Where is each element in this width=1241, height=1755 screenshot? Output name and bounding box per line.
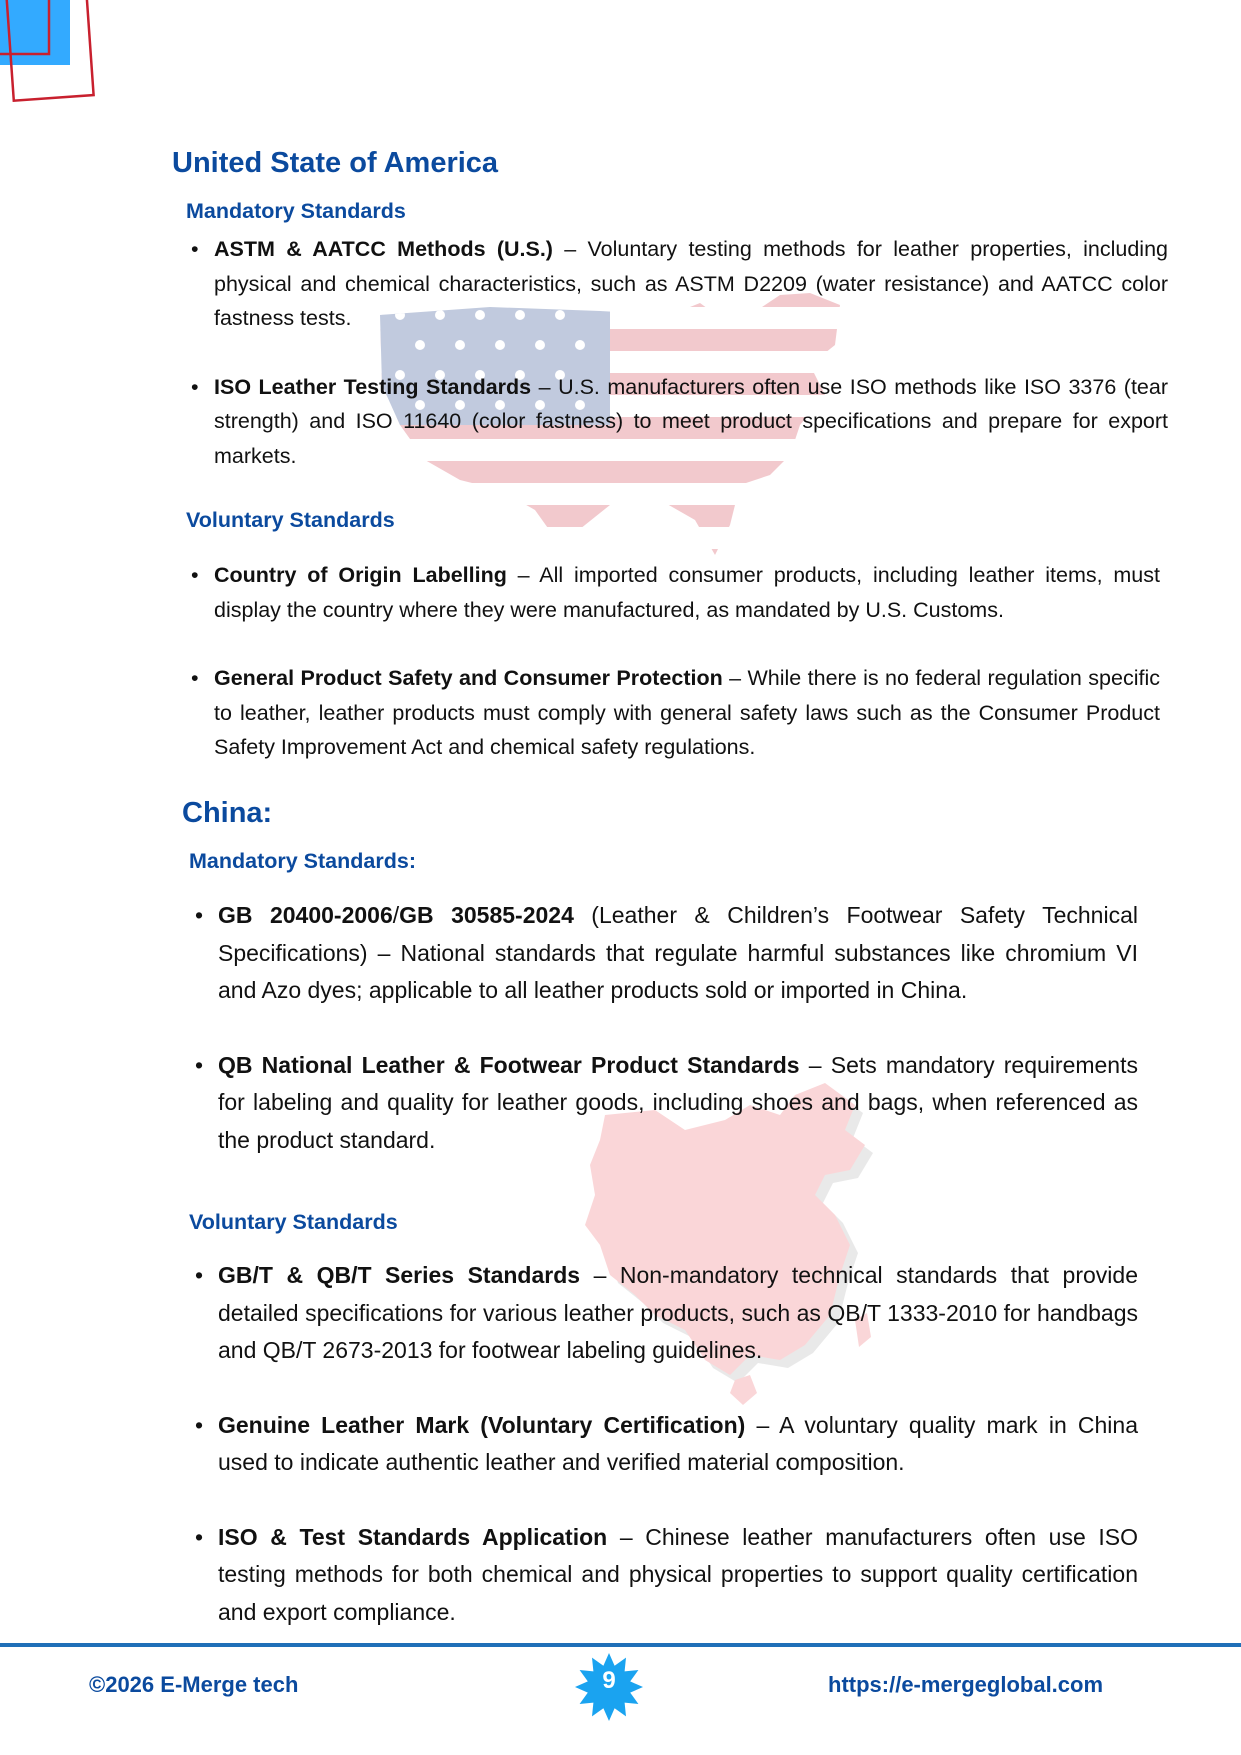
usa-voluntary-list	[188, 558, 1160, 765]
item-separator: /	[392, 902, 400, 928]
list-item	[192, 1047, 1138, 1160]
footer-copyright: ©2026 E-Merge tech	[89, 1672, 299, 1697]
china-voluntary-heading: Voluntary Standards	[189, 1210, 398, 1234]
item-text: (Leather & Children’s Footwear Safety Technical Specifications) – National standards that regulate harmful substances like chromium VI and Azo dyes; applicable to all leather products sold or imported in China.	[218, 902, 1138, 1003]
china-voluntary-list	[192, 1257, 1138, 1631]
china-section-title: China:	[182, 797, 273, 829]
footer-divider	[0, 1643, 1241, 1647]
page-number: 9	[602, 1667, 616, 1694]
item-label: ISO Leather Testing Standards	[214, 374, 532, 399]
usa-mandatory-heading: Mandatory Standards	[186, 199, 406, 223]
item-label-secondary: GB 30585-2024	[399, 902, 574, 928]
usa-mandatory-list	[188, 232, 1168, 473]
list-item	[192, 1519, 1138, 1632]
list-item	[188, 370, 1168, 474]
item-text: – All imported consumer products, including leather items, must display the country where they were manufactured, as mandated by U.S. Customs.	[214, 563, 1160, 622]
list-item	[188, 558, 1160, 627]
china-mandatory-heading: Mandatory Standards:	[189, 849, 416, 873]
list-item	[188, 232, 1168, 336]
item-text: – While there is no federal regulation specific to leather, leather products must comply with general safety laws such as the Consumer Product Safety Improvement Act and chemical safety regulations.	[214, 666, 1160, 759]
china-mandatory-list	[192, 897, 1138, 1159]
item-text: – A voluntary quality mark in China used to indicate authentic leather and verified material composition.	[218, 1411, 1138, 1475]
usa-voluntary-heading: Voluntary Standards	[186, 508, 395, 532]
usa-section-title: United State of America	[172, 147, 499, 179]
item-text: – Chinese leather manufacturers often use ISO testing methods for both chemical and physical properties to support quality certification and export compliance.	[218, 1523, 1138, 1625]
item-label: QB National Leather & Footwear Product Standards	[218, 1051, 800, 1078]
list-item	[192, 1257, 1138, 1370]
item-text: – U.S. manufacturers often use ISO methods like ISO 3376 (tear strength) and ISO 11640 (color fastness) to meet product specifications and prepare for export markets.	[214, 374, 1168, 468]
item-label: ASTM & AATCC Methods (U.S.)	[214, 237, 553, 261]
footer-website-link[interactable]: https://e-mergeglobal.com	[828, 1672, 1104, 1697]
item-label: GB 20400-2006	[218, 902, 393, 928]
item-label: Genuine Leather Mark (Voluntary Certification)	[218, 1411, 746, 1438]
item-label: GB/T & QB/T Series Standards	[218, 1262, 581, 1288]
list-item	[192, 897, 1138, 1010]
item-label: ISO & Test Standards Application	[218, 1523, 608, 1550]
list-item	[188, 661, 1160, 765]
item-label: General Product Safety and Consumer Protection	[214, 666, 723, 690]
item-text: – Non-mandatory technical standards that provide detailed specifications for various leather products, such as QB/T 1333-2010 for handbags and QB/T 2673-2013 for footwear labeling guidelines.	[218, 1262, 1138, 1363]
item-text: – Sets mandatory requirements for labeling and quality for leather goods, including shoes and bags, when referenced as the product standard.	[218, 1051, 1138, 1153]
item-text: – Voluntary testing methods for leather properties, including physical and chemical characteristics, such as ASTM D2209 (water resistance) and AATCC color fastness tests.	[214, 237, 1168, 330]
item-label: Country of Origin Labelling	[214, 563, 507, 587]
list-item	[192, 1407, 1138, 1482]
corner-squares-icon	[0, 0, 110, 110]
